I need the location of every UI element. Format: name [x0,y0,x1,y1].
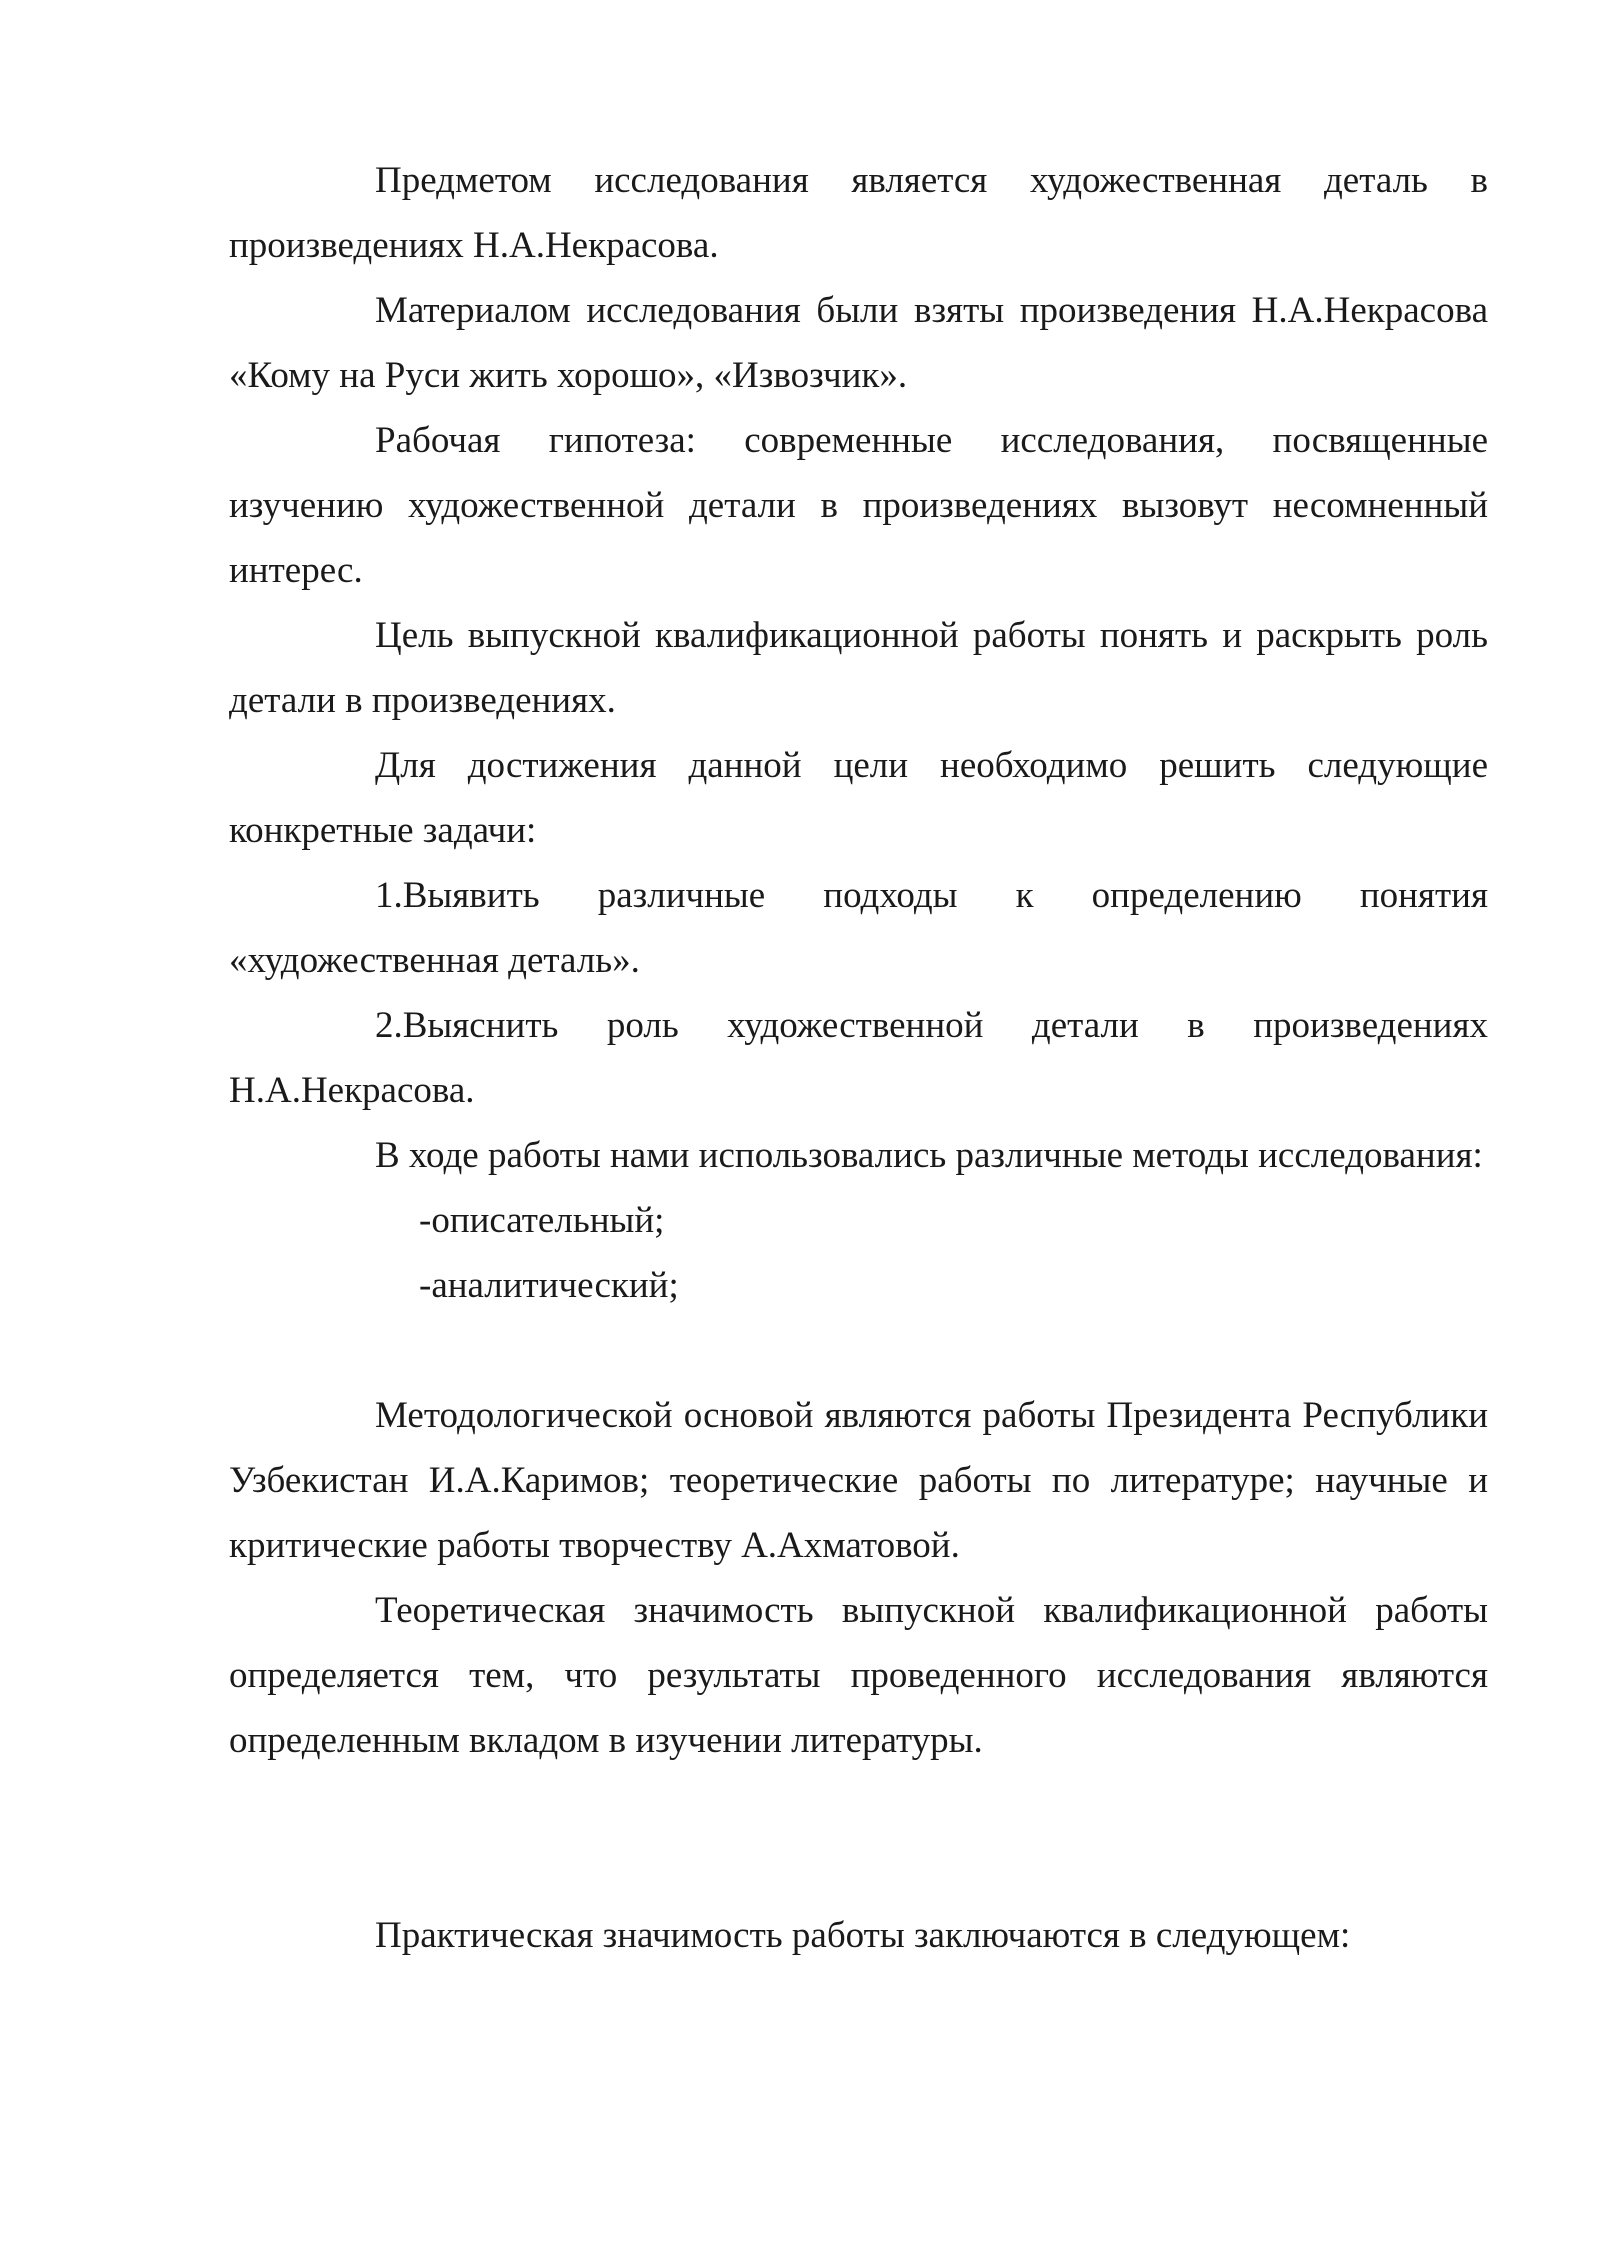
paragraph-task-1: 1.Выявить различные подходы к определению понятия «художественная деталь». [229,875,1488,981]
paragraph-hypothesis: Рабочая гипотеза: современные исследования, посвященные изучению художественной детали в произведениях вызовут несомненный интерес. [229,420,1488,591]
paragraph-methods-intro: В ходе работы нами использовались различные методы исследования: [375,1135,1483,1176]
paragraph-task-2: 2.Выяснить роль художественной детали в произведениях Н.А.Некрасова. [229,1005,1488,1111]
method-list-item: -аналитический; [419,1265,679,1306]
paragraph-goal: Цель выпускной квалификационной работы понять и раскрыть роль детали в произведениях. [229,615,1488,721]
document-body [229,148,1488,1968]
spacer [229,1318,1488,1383]
method-list-item: -описательный; [419,1200,665,1241]
paragraph-subject: Предметом исследования является художественная деталь в произведениях Н.А.Некрасова. [229,160,1488,266]
spacer [229,1773,1488,1903]
paragraph-methodology: Методологической основой являются работы Президента Республики Узбекистан И.А.Каримов; теоретические работы по литературе; научные и критические работы творчеству А.Ахматовой. [229,1395,1488,1566]
paragraph-material: Материалом исследования были взяты произведения Н.А.Некрасова «Кому на Руси жить хорошо», «Извозчик». [229,290,1488,396]
paragraph-practical-significance: Практическая значимость работы заключаются в следующем: [375,1915,1351,1956]
paragraph-tasks-intro: Для достижения данной цели необходимо решить следующие конкретные задачи: [229,745,1488,851]
paragraph-theoretical-significance: Теоретическая значимость выпускной квалификационной работы определяется тем, что результаты проведенного исследования являются определенным вкладом в изучении литературы. [229,1590,1488,1761]
